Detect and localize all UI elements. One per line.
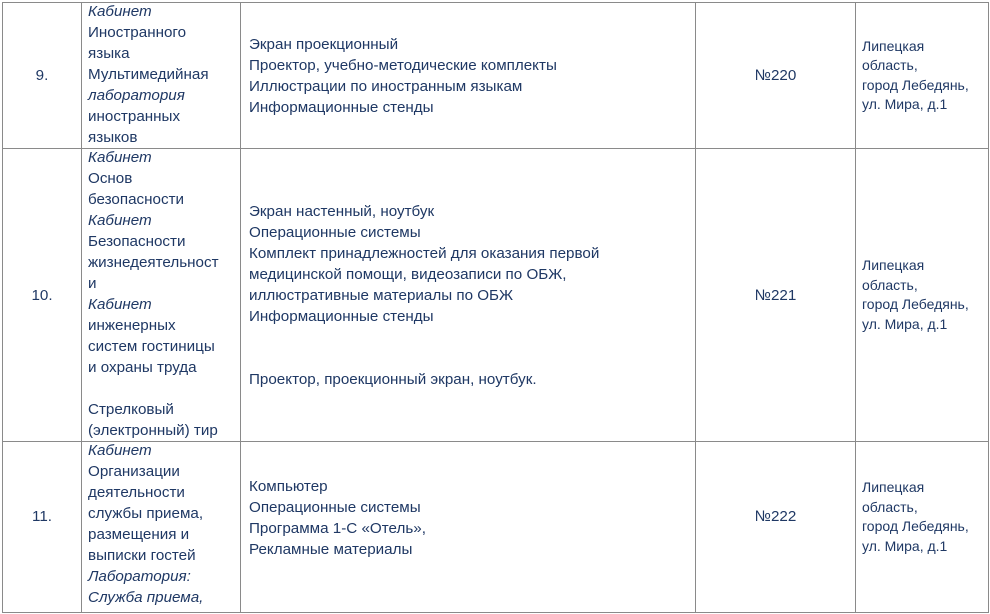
room-name-line: инженерных <box>88 317 176 334</box>
text-line: ул. Мира, д.1 <box>862 315 948 332</box>
text-line <box>249 348 695 369</box>
room-number-cell <box>696 3 856 149</box>
row-number: 9. <box>35 67 49 84</box>
text-line: область, <box>862 498 918 515</box>
room-name-line: Иностранного <box>88 24 187 41</box>
text-line: Информационные стенды <box>249 307 434 325</box>
room-number-cell <box>696 149 856 442</box>
room-type-label: лаборатория <box>88 87 185 104</box>
room-type-label: Кабинет <box>88 3 152 20</box>
text-line: Проектор, проекционный экран, ноутбук. <box>249 370 537 388</box>
address-cell <box>856 149 989 442</box>
equipment-cell <box>241 442 696 613</box>
text-line: Информационные стенды <box>249 98 434 116</box>
address-lines <box>862 37 988 115</box>
text-line: Иллюстрации по иностранным языкам <box>249 77 523 95</box>
room-name-line: и охраны труда <box>88 359 197 376</box>
room-name-cell <box>82 442 241 613</box>
text-line <box>249 327 695 348</box>
room-type-label: Лаборатория: <box>88 568 191 585</box>
room-name-line: языков <box>88 129 138 146</box>
address-lines <box>862 442 988 556</box>
room-name-line: (электронный) тир <box>88 422 218 439</box>
room-name-line: систем гостиницы <box>88 338 215 355</box>
room-name-line: языка <box>88 45 130 62</box>
room-name-cell <box>82 149 241 442</box>
room-name-lines <box>88 440 236 608</box>
room-name-line: Основ <box>88 170 133 187</box>
room-type-label: Кабинет <box>88 149 152 166</box>
address-cell <box>856 3 989 149</box>
text-line: Липецкая <box>862 37 925 54</box>
room-name-lines <box>88 147 236 441</box>
room-name-line: Организации <box>88 463 180 480</box>
equipment-cell <box>241 3 696 149</box>
room-name-line: Безопасности <box>88 233 186 250</box>
room-name-line: и <box>88 275 97 292</box>
text-line: Рекламные материалы <box>249 541 413 558</box>
room-number: №222 <box>754 508 797 525</box>
room-name-line: размещения и <box>88 526 190 543</box>
text-line: иллюстративные материалы по ОБЖ <box>249 286 514 304</box>
address-cell <box>856 442 989 613</box>
row-number: 11. <box>32 508 52 525</box>
row-number-cell <box>3 442 82 613</box>
room-number: №220 <box>754 67 797 84</box>
text-line: Операционные системы <box>249 499 421 516</box>
room-name-lines <box>88 1 236 148</box>
room-name-line: жизнедеятельност <box>88 254 219 271</box>
text-line: Липецкая <box>862 257 925 273</box>
text-line: город Лебедянь, <box>862 76 969 93</box>
room-name-line: иностранных <box>88 108 181 125</box>
text-line: Программа 1-С «Отель», <box>249 520 426 537</box>
text-line: область, <box>862 276 918 293</box>
text-line: Липецкая <box>862 479 925 495</box>
text-line: Операционные системы <box>249 223 421 241</box>
row-number-cell <box>3 149 82 442</box>
equipment-lines <box>249 201 695 390</box>
row-number-cell <box>3 3 82 149</box>
room-name-line: службы приема, <box>88 505 204 522</box>
room-type-label: Кабинет <box>88 296 152 313</box>
room-number-cell <box>696 442 856 613</box>
equipment-lines <box>249 442 695 560</box>
text-line: Экран проекционный <box>249 35 399 53</box>
room-type-label: Кабинет <box>88 442 152 459</box>
equipment-cell <box>241 149 696 442</box>
address-lines <box>862 256 988 334</box>
text-line: Комплект принадлежностей для оказания первой <box>249 244 600 262</box>
room-name-line: деятельности <box>88 484 185 501</box>
room-name-line: выписки гостей <box>88 547 196 564</box>
text-line: Экран настенный, ноутбук <box>249 202 435 220</box>
text-line: город Лебедянь, <box>862 518 969 534</box>
room-name-cell <box>82 3 241 149</box>
table-row <box>3 149 989 442</box>
room-name-line: безопасности <box>88 191 185 208</box>
text-line: ул. Мира, д.1 <box>862 537 948 554</box>
text-line: медицинской помощи, видеозаписи по ОБЖ, <box>249 265 567 283</box>
room-number: №221 <box>754 286 797 304</box>
table-row <box>3 3 989 149</box>
text-line: область, <box>862 57 918 73</box>
text-line: ул. Мира, д.1 <box>862 96 948 112</box>
equipment-table <box>2 2 989 613</box>
text-line: Проектор, учебно-методические комплекты <box>249 56 557 74</box>
text-line: город Лебедянь, <box>862 296 969 312</box>
equipment-lines <box>249 34 695 118</box>
room-name-line: Стрелковый <box>88 401 174 418</box>
text-line: Компьютер <box>249 478 328 495</box>
room-name-line: Мультимедийная <box>88 66 209 83</box>
room-name-line <box>88 378 236 399</box>
row-number: 10. <box>31 286 53 304</box>
room-type-label: Кабинет <box>88 212 152 229</box>
room-type-label: Служба приема, <box>88 589 204 606</box>
table-row <box>3 442 989 613</box>
